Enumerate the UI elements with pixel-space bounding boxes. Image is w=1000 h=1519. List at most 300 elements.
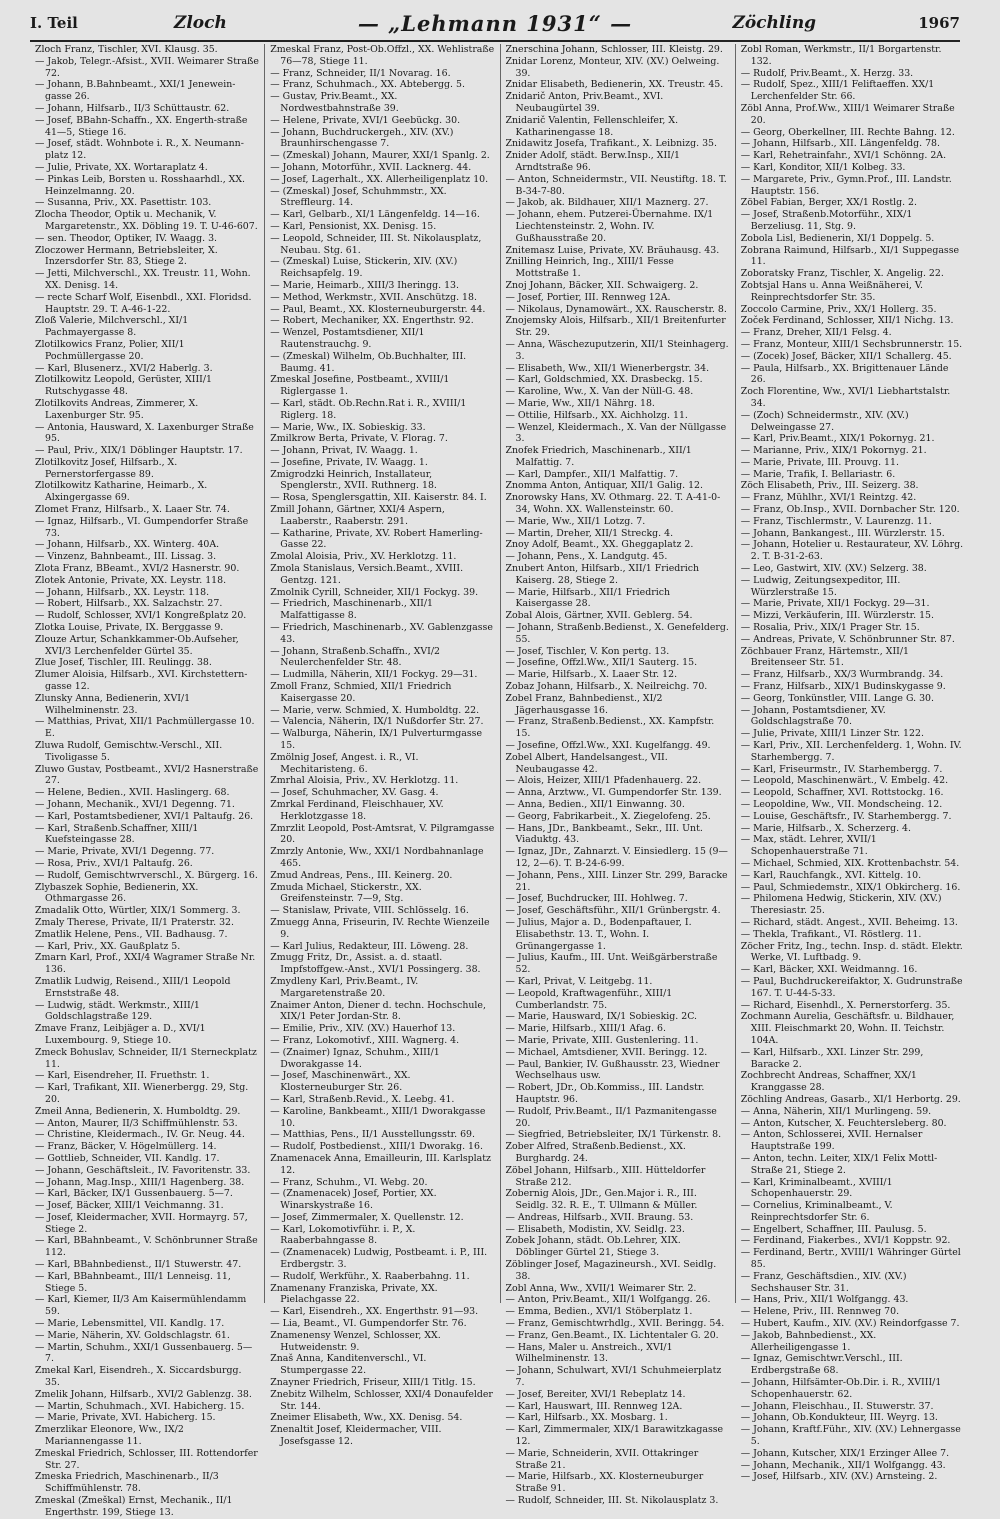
directory-entry: Zlotilkovitz Josef, Hilfsarb., X. Pernerstorfergasse 89. bbox=[35, 456, 178, 480]
column-1 bbox=[30, 44, 265, 1518]
directory-entry: Zöbl Anna, Prof.Ww., XIII/1 Weimarer Straße 20. bbox=[740, 102, 955, 126]
directory-entry: — (Zmeskal) Johann, Maurer, XXI/1 Spanlg. 2. bbox=[270, 150, 490, 162]
directory-entry: — Josef, Zimmermaler, X. Quellenstr. 12. bbox=[270, 1211, 464, 1223]
directory-entry: — Ludwig, Zeitungsexpeditor, III. Würzlerstraße 15. bbox=[740, 574, 901, 598]
directory-entry: — Anton, Schneidermstr., VII. Neustiftg. 18. T. B-34-7-80. bbox=[505, 173, 727, 197]
directory-entry: Zmerzlikar Eleonore, Ww., IX/2 Mariannengasse 11. bbox=[35, 1424, 184, 1448]
directory-entry: Zöcher Fritz, Ing., techn. Insp. d. städt. Elektr. Werke, VI. Luftbadg. 9. bbox=[740, 940, 963, 964]
directory-entry: — Franz, Lokomotivf., XIII. Wagnerg. 4. bbox=[270, 1034, 460, 1046]
directory-entry: — (Znamenacek) Josef, Portier, XX. Winarskystraße 16. bbox=[270, 1188, 437, 1212]
directory-entry: — Franz, Ob.Insp., XVII. Dornbacher Str. 120. bbox=[740, 504, 960, 516]
directory-entry: Znojemsky Alois, Hilfsarb., XII/1 Breitenfurter Str. 29. bbox=[505, 315, 726, 339]
directory-entry: Znaš Anna, Kanditenverschl., VI. Stumpergasse 22. bbox=[270, 1353, 427, 1377]
directory-entry: — Josefine, Offzl.Ww., XXI. Kugelfangg. 49. bbox=[505, 740, 711, 752]
directory-entry: Znayner Friedrich, Friseur, XIII/1 Titlg. 15. bbox=[270, 1377, 476, 1389]
directory-entry: — Johann, Ob.Kondukteur, III. Weyrg. 13. bbox=[740, 1412, 938, 1424]
directory-entry: — Alois, Heizer, XIII/1 Pfadenhauerg. 22. bbox=[505, 775, 702, 787]
directory-entry: — Marie, Hilfsarb., X. Laaer Str. 12. bbox=[505, 669, 678, 681]
directory-entry: — Franz, Geschäftsdien., XIV. (XV.) Sechshauser Str. 31. bbox=[740, 1270, 907, 1294]
directory-entry: Znoy Adolf, Beamt., XX. Gheggaplatz 2. bbox=[505, 539, 694, 551]
directory-entry: — Karl, Bäcker, IX/1 Gussenbauerg. 5—7. bbox=[35, 1188, 233, 1200]
first-entry-word: Zloch bbox=[173, 13, 227, 33]
directory-entry: — Karl, Gelbarb., XI/1 Längenfeldg. 14—16. bbox=[270, 209, 480, 221]
directory-entry: Zmolal Aloisia, Priv., XV. Herklotzg. 11. bbox=[270, 551, 457, 563]
directory-entry: Zmrzly Antonie, Ww., XXI/1 Nordbahnanlage 465. bbox=[270, 846, 484, 869]
directory-entry: Znidar Elisabeth, Bedienerin, XX. Treustr. 45. bbox=[505, 79, 724, 91]
directory-entry: — Franz, Mühlhr., XVI/1 Reintzg. 42. bbox=[740, 492, 917, 504]
directory-entry: — Stanislaw, Private, VIII. Schlösselg. 16. bbox=[270, 905, 469, 917]
directory-entry: Zlunsky Anna, Bedienerin, XVI/1 Wilhelminenstr. 23. bbox=[35, 692, 191, 716]
directory-entry: — Jakob, ak. Bildhauer, XII/1 Maznerg. 27. bbox=[505, 197, 709, 209]
directory-entry: Znoj Johann, Bäcker, XII. Schwaigerg. 2. bbox=[505, 279, 699, 291]
part-label: I. Teil bbox=[30, 14, 78, 32]
directory-entry: Zmugg Fritz, Dr., Assist. a. d. staatl. Impfstoffgew.-Anst., XVI/1 Possingerg. 38. bbox=[270, 952, 481, 976]
directory-entry: Zöchling Andreas, Gasarb., XI/1 Herbortg. 29. bbox=[740, 1093, 961, 1105]
directory-entry: — Martin, Dreher, XII/1 Streckg. 4. bbox=[505, 527, 674, 539]
directory-entry: — Antonia, Hausward, X. Laxenburger Straße 95. bbox=[35, 421, 254, 445]
directory-entry: — Rosa, Priv., XVI/1 Paltaufg. 26. bbox=[35, 857, 193, 869]
directory-entry: — Karl, Straßenb.Schaffner, XIII/1 Kuefsteingasse 28. bbox=[35, 822, 199, 846]
directory-entry: — Karl, Goldschmied, XX. Drasbeckg. 15. bbox=[505, 374, 703, 386]
directory-entry: Znidarič Valentin, Fellenschleifer, X. Katharinengasse 18. bbox=[505, 114, 679, 138]
entry-columns bbox=[30, 44, 970, 1518]
directory-entry: Zlota Franz, BBeamt., XVI/2 Hasnerstr. 90. bbox=[35, 563, 240, 575]
directory-entry: — Pinkas Leib, Borsten u. Rosshaarhdl., XX. Heinzelmanng. 20. bbox=[35, 173, 245, 197]
directory-entry: — Marie, Private, XII/1 Fockyg. 29—31. bbox=[740, 598, 930, 610]
directory-entry: — Lia, Beamt., VI. Gumpendorfer Str. 76. bbox=[270, 1318, 467, 1330]
directory-entry: — Josef, Bäcker, XIII/1 Veichmanng. 31. bbox=[35, 1200, 224, 1212]
directory-entry: — Paula, Hilfsarb., XX. Brigittenauer Lände 26. bbox=[740, 362, 949, 386]
directory-entry: — (Zmeskal) Josef, Schuhmmstr., XX. Streffleurg. 14. bbox=[270, 185, 447, 209]
directory-entry: — Leopold, Schneider, III. St. Nikolausplatz, Neubau. Stg. 61. bbox=[270, 232, 482, 256]
directory-entry: — Johann, Pens., XIII. Linzer Str. 299, Baracke 21. bbox=[505, 869, 728, 893]
directory-entry: Zloch Franz, Tischler, XVI. Klausg. 35. bbox=[35, 44, 218, 55]
page-header bbox=[30, 8, 960, 38]
directory-entry: — Thekla, Trafikant., VI. Röstlerg. 11. bbox=[740, 928, 922, 940]
column-2 bbox=[265, 44, 500, 1448]
directory-entry: Zlocha Theodor, Optik u. Mechanik, V. Margaretenstr., XX. Döbling 19. T. U-46-607. bbox=[35, 209, 258, 232]
directory-entry: — Marie, verw. Schmied, X. Humboldtg. 22. bbox=[270, 704, 480, 716]
directory-entry: — Walburga, Näherin, IX/1 Pulverturmgasse 15. bbox=[270, 728, 483, 752]
directory-entry: — Johann, Fleischhau., II. Stuwerstr. 37. bbox=[740, 1400, 934, 1412]
directory-entry: — Franz, Bäcker, V. Högelmüllerg. 14. bbox=[35, 1141, 217, 1153]
directory-entry: — Johann, Hilfsarb., XX. Leystr. 118. bbox=[35, 586, 210, 598]
directory-entry: — Jakob, Bahnbedienst., XX. Allerheiligengasse 1. bbox=[740, 1329, 877, 1353]
directory-entry: — Rudolf, Priv.Beamt., II/1 Pazmanitengasse 20. bbox=[505, 1105, 717, 1129]
directory-entry: — Franz, Dreher, XII/1 Felsg. 4. bbox=[740, 327, 892, 339]
directory-entry: — Johann, Privat, IV. Waagg. 1. bbox=[270, 445, 418, 457]
directory-entry: — Paul, Schmiedemstr., XIX/1 Obkircherg. 16. bbox=[740, 881, 961, 893]
directory-entry: — Johann, ehem. Putzerei-Übernahme. IX/1 Liechtensteinstr. 2, Wohn. IV. Gußhausstraße 20. bbox=[505, 209, 714, 244]
directory-entry: — Leo, Gastwirt, XIV. (XV.) Selzerg. 38. bbox=[740, 563, 927, 575]
directory-entry: Zobal Alois, Gärtner, XVII. Geblerg. 54. bbox=[505, 610, 693, 622]
directory-entry: — Elisabeth, Modistin, XV. Seidlg. 23. bbox=[505, 1223, 685, 1235]
directory-entry: — Ludwig, städt. Werkmstr., XIII/1 Goldschlagstraße 129. bbox=[35, 999, 200, 1023]
directory-entry: — Marie, Ww., XII/1 Nährg. 18. bbox=[505, 397, 655, 409]
directory-entry: — Johann, Mechanik., XVI/1 Degenng. 71. bbox=[35, 799, 235, 810]
directory-entry: — Marie, Hausward, IX/1 Sobieskig. 2C. bbox=[505, 1011, 698, 1023]
directory-entry: — Michael, Amtsdiener, XVII. Beringg. 12. bbox=[505, 1046, 708, 1058]
directory-entry: — Anton, Schlosserei, XVII. Hernalser Hauptstraße 199. bbox=[740, 1129, 923, 1153]
directory-entry: Zmeska Friedrich, Maschinenarb., II/3 Schiffmühlenstr. 78. bbox=[35, 1471, 219, 1495]
directory-entry: Zmrkal Ferdinand, Fleischhauer, XV. Herklotzgasse 18. bbox=[270, 799, 444, 822]
directory-entry: — Ottilie, Hilfsarb., XX. Aichholzg. 11. bbox=[505, 409, 688, 421]
directory-entry: — Anton, Kutscher, X. Feuchtersleberg. 80. bbox=[740, 1117, 947, 1129]
directory-entry: Zloczower Hermann, Betriebsleiter, X. Inzersdorfer Str. 83, Stiege 2. bbox=[35, 244, 218, 268]
directory-entry: — Julius, Kaufm., III. Unt. Weißgärberstraße 52. bbox=[505, 952, 718, 976]
directory-entry: — Karl Julius, Redakteur, III. Löweng. 28. bbox=[270, 940, 469, 952]
directory-entry: Znerschina Johann, Schlosser, III. Kleistg. 29. bbox=[505, 44, 723, 55]
directory-entry: — Josefine, Offzl.Ww., XII/1 Sauterg. 15. bbox=[505, 657, 698, 669]
directory-entry: — Josef, Tischler, V. Kon pertg. 13. bbox=[505, 645, 670, 657]
directory-entry: — Karl, Lokomotivführ. i. P., X. Raaberbahngasse 8. bbox=[270, 1223, 416, 1247]
directory-entry: — sen. Theodor, Optiker, IV. Waagg. 3. bbox=[35, 232, 218, 244]
directory-entry: — Paul, Priv., XIX/1 Döblinger Hauptstr. 17. bbox=[35, 445, 243, 457]
directory-entry: — Julie, Private, XX. Wortaraplatz 4. bbox=[35, 161, 208, 173]
directory-entry: — Paul, Beamt., XX. Klosterneuburgerstr. 44. bbox=[270, 303, 486, 315]
directory-entry: — Rosalia, Priv., XIX/1 Prager Str. 15. bbox=[740, 622, 920, 634]
directory-entry: — Robert, Mechaniker, XX. Engerthstr. 92. bbox=[270, 315, 474, 327]
directory-entry: Znidarič Anton, Priv.Beamt., XVI. Neubaugürtel 39. bbox=[505, 91, 664, 114]
directory-entry: — Josefine, Private, IV. Waagg. 1. bbox=[270, 456, 428, 468]
directory-entry: — Leopold, Maschinenwärt., V. Embelg. 42. bbox=[740, 775, 949, 787]
directory-entry: — Vinzenz, Bahnbeamt., III. Lissag. 3. bbox=[35, 551, 217, 563]
directory-entry: — Josef, Bereiter, XVI/1 Rebeplatz 14. bbox=[505, 1388, 686, 1400]
directory-entry: — Hans, JDr., Bankbeamt., Sekr., III. Unt. Viaduktg. 43. bbox=[505, 822, 703, 846]
directory-entry: — Leopold, Kraftwagenführ., XIII/1 Cumberlandstr. 75. bbox=[505, 987, 673, 1011]
directory-entry: — Karl, BBahnbedienst., II/1 Stuwerstr. 47. bbox=[35, 1259, 242, 1271]
directory-entry: — Marie, Näherin, XV. Goldschlagstr. 61. bbox=[35, 1329, 230, 1341]
directory-entry: Znofek Friedrich, Maschinenarb., XII/1 Malfattig. 7. bbox=[505, 445, 692, 468]
directory-entry: Zlybaszek Sophie, Bedienerin, XX. Othmargasse 26. bbox=[35, 881, 199, 905]
directory-entry: Zmill Johann, Gärtner, XXI/4 Aspern, Laaberstr., Raaberstr. 291. bbox=[270, 504, 445, 527]
directory-entry: — Gustav, Priv.Beamt., XX. Nordwestbahnstraße 39. bbox=[270, 91, 399, 114]
directory-entry: — Johann, Straßenb.Bedienst., X. Genefelderg. 55. bbox=[505, 622, 729, 645]
directory-entry: — Marie, Schneiderin, XVII. Ottakringer Straße 21. bbox=[505, 1447, 699, 1471]
directory-entry: Zlotilkowitz Leopold, Gerüster, XIII/1 Rutschygasse 48. bbox=[35, 374, 212, 398]
directory-entry: Zmeskal Josefine, Postbeamt., XVIII/1 Riglergasse 1. bbox=[270, 374, 450, 398]
directory-entry: — Paul, Bankier, IV. Gußhausstr. 23, Wiedner Wechselhaus usw. bbox=[505, 1058, 720, 1082]
directory-entry: — Johann, Buchdruckergeh., XIV. (XV.) Braunhirschengasse 7. bbox=[270, 126, 454, 150]
directory-entry: — Marie, Hilfsarb., X. Scherzerg. 4. bbox=[740, 822, 911, 834]
directory-entry: — Rudolf, Postbedienst., XIII/1 Dworakg. 16. bbox=[270, 1141, 483, 1153]
directory-entry: Zmrhal Aloisia, Priv., XV. Herklotzg. 11. bbox=[270, 775, 459, 787]
directory-entry: — Karl, Hauswart, III. Rennweg 12A. bbox=[505, 1400, 683, 1412]
directory-entry: Znomma Anton, Antiquar, XII/1 Galig. 12. bbox=[505, 480, 704, 492]
directory-entry: — Anna, Wäschezuputzerin, XII/1 Steinhagerg. 3. bbox=[505, 338, 729, 362]
directory-entry: — Marie, Private, XIII. Gustenlering. 11. bbox=[505, 1034, 699, 1046]
directory-entry: — Emilie, Priv., XIV. (XV.) Hauerhof 13. bbox=[270, 1023, 456, 1035]
directory-entry: — Karl, Bäcker, XXI. Weidmanng. 16. bbox=[740, 964, 918, 976]
directory-entry: — Siegfried, Betriebsleiter, IX/1 Türkenstr. 8. bbox=[505, 1129, 722, 1141]
directory-entry: — Susanna, Priv., XX. Pasettistr. 103. bbox=[35, 197, 212, 209]
directory-entry: Zmigrodzki Heinrich, Installateur, Spenglerstr., XVII. Ruthnerg. 18. bbox=[270, 468, 437, 492]
directory-entry: Zmuegg Anna, Friseurin, IV. Rechte Wienzeile 9. bbox=[270, 916, 490, 940]
directory-entry: Zochbrecht Andreas, Schaffner, XX/1 Kranggasse 28. bbox=[740, 1070, 917, 1094]
directory-entry: Zmrzlit Leopold, Post-Amtsrat, V. Pilgramgasse 20. bbox=[270, 822, 495, 846]
directory-entry: — Karl, Kiemer, II/3 Am Kaisermühlendamm 59. bbox=[35, 1294, 247, 1318]
directory-entry: — Karl, Trafikant, XII. Wienerbergg. 29, Stg. 20. bbox=[35, 1082, 249, 1105]
column-4 bbox=[736, 44, 970, 1483]
directory-entry: — Rudolf, Schneider, III. St. Nikolausplatz 3. bbox=[505, 1495, 719, 1507]
directory-entry: — Marie, Private, XVI/1 Degenng. 77. bbox=[35, 846, 215, 858]
directory-entry: — Johann, Hilfsarb., II/3 Schüttaustr. 62. bbox=[35, 102, 230, 114]
directory-entry: — Richard, städt. Angest., XVII. Beheimg. 13. bbox=[740, 916, 958, 928]
directory-entry: — Gottlieb, Schneider, VII. Kandlg. 17. bbox=[35, 1152, 220, 1164]
directory-entry: Znamenacek Anna, Emailleurin, III. Karlsplatz 12. bbox=[270, 1152, 491, 1176]
directory-entry: — Anton, techn. Leiter, XIX/1 Felix Mottl-Straße 21, Stiege 2. bbox=[740, 1152, 938, 1176]
directory-entry: — Rudolf, Spez., XIII/1 Feliftaeffen. XX/1 Lerchenfelder Str. 66. bbox=[740, 79, 935, 103]
column-3 bbox=[501, 44, 736, 1507]
directory-entry: Zochmann Aurelia, Geschäftsfr. u. Bildhauer, XIII. Fleischmarkt 20, Wohn. II. Teichstr. 104A. bbox=[740, 1011, 955, 1046]
directory-entry: — Wenzel, Kleidermach., X. Van der Nüllgasse 3. bbox=[505, 421, 727, 445]
directory-entry: — Elisabeth, Ww., XII/1 Wienerbergstr. 34. bbox=[505, 362, 710, 374]
directory-entry: — Josef, Portier, III. Rennweg 12A. bbox=[505, 291, 671, 303]
directory-entry: Zmolnik Cyrill, Schneider, XII/1 Fockyg. 39. bbox=[270, 586, 479, 598]
directory-entry: — Karl, Hilfsarb., XX. Mosbarg. 1. bbox=[505, 1412, 668, 1424]
directory-entry: — Louise, Geschäftsfr., IV. Starhembergg. 7. bbox=[740, 810, 952, 822]
directory-entry: — (Znamenacek) Ludwig, Postbeamt. i. P., III. Erdbergstr. 3. bbox=[270, 1247, 488, 1271]
directory-entry: — Ignaz, Gemischtwr.Verschl., III. Erdbergstraße 68. bbox=[740, 1353, 903, 1377]
directory-entry: — Johann, Hilfsarb., XII. Längenfeldg. 78. bbox=[740, 138, 941, 150]
directory-entry: — Johann, Hilfsarb., XX. Winterg. 40A. bbox=[35, 539, 220, 551]
directory-entry: — Karl, Hilfsarb., XXI. Linzer Str. 299, Baracke 2. bbox=[740, 1046, 924, 1070]
directory-entry: — Cornelius, Kriminalbeamt., V. Reinprechtsdorfer Str. 6. bbox=[740, 1200, 893, 1223]
directory-entry: — Helene, Bedien., XVII. Haslingerg. 68. bbox=[35, 787, 230, 799]
directory-entry: Zlue Josef, Tischler, III. Reulingg. 38. bbox=[35, 657, 212, 669]
directory-entry: — Johann, Straßenb.Schaffn., XVI/2 Neulerchenfelder Str. 48. bbox=[270, 645, 440, 669]
directory-entry: — Friedrich, Maschinenarb., XII/1 Malfattigasse 8. bbox=[270, 598, 433, 622]
directory-entry: Zobl Roman, Werkmstr., II/1 Borgartenstr. 132. bbox=[740, 44, 942, 67]
directory-entry: — Karl, Postamtsbediener, XVI/1 Paltaufg. 26. bbox=[35, 810, 254, 822]
directory-entry: Znorowsky Hans, XV. Othmarg. 22. T. A-41-0-34, Wohn. XX. Wallensteinstr. 60. bbox=[505, 492, 721, 516]
directory-entry: — Karl, Pensionist, XX. Denisg. 15. bbox=[270, 220, 437, 232]
directory-entry: — Robert, Hilfsarb., XX. Salzachstr. 27. bbox=[35, 598, 223, 610]
directory-entry: — Ignaz, JDr., Zahnarzt. V. Einsiedlerg. 15 (9—12, 2—6). T. B-24-6-99. bbox=[505, 846, 728, 869]
directory-entry: Zmatlik Ludwig, Reisend., XIII/1 Leopold Ernststraße 48. bbox=[35, 975, 231, 999]
directory-entry: Znider Adolf, städt. Berw.Insp., XII/1 Arndtstraße 96. bbox=[505, 150, 680, 173]
directory-entry: — Ludmilla, Näherin, XII/1 Fockyg. 29—31. bbox=[270, 669, 478, 681]
directory-entry: — Marie, Private, XVI. Habicherg. 15. bbox=[35, 1412, 216, 1424]
directory-entry: — Georg, Tonkünstler, VIII. Lange G. 30. bbox=[740, 692, 934, 704]
directory-entry: — Karl, Priv.Beamt., XIX/1 Pokornyg. 21. bbox=[740, 433, 935, 445]
directory-entry: — Valencia, Näherin, IX/1 Nußdorfer Str. 27. bbox=[270, 716, 484, 728]
directory-entry: Zmaly Therese, Private, II/1 Praterstr. 32. bbox=[35, 916, 234, 928]
directory-entry: Znenaltit Josef, Kleidermacher, VIII. Josefsgasse 12. bbox=[270, 1424, 442, 1448]
directory-entry: — Franz, Monteur, XIII/1 Sechsbrunnerstr. 15. bbox=[740, 338, 963, 350]
directory-entry: — Karl, Rauchfangk., XVI. Kittelg. 10. bbox=[740, 869, 922, 881]
directory-entry: — Franz, Gen.Beamt., IX. Lichtentaler G. 20. bbox=[505, 1329, 719, 1341]
directory-entry: Zmilkrow Berta, Private, V. Florag. 7. bbox=[270, 433, 448, 445]
directory-entry: — Karl, Dampfer., XII/1 Malfattig. 7. bbox=[505, 468, 679, 480]
directory-entry: — Rudolf, Priv.Beamt., X. Herzg. 33. bbox=[740, 67, 914, 79]
directory-entry: — Franz, Schuhmach., XX. Abtebergg. 5. bbox=[270, 79, 465, 91]
directory-entry: — Martin, Schuhmach., XVI. Habicherg. 15. bbox=[35, 1400, 245, 1412]
directory-entry: — Josef, Maschinenwärt., XX. Klosterneuburger Str. 26. bbox=[270, 1070, 411, 1094]
directory-entry: — Karl, Privat, V. Leitgebg. 11. bbox=[505, 975, 653, 987]
directory-entry: — (Zmeskal) Wilhelm, Ob.Buchhalter, III. Baumg. 41. bbox=[270, 350, 467, 374]
directory-entry: Znebitz Wilhelm, Schlosser, XXI/4 Donaufelder Str. 144. bbox=[270, 1388, 493, 1412]
directory-entry: — Karl, Blusenerz., XVI/2 Haberlg. 3. bbox=[35, 362, 213, 374]
directory-entry: Zmydleny Karl, Priv.Beamt., IV. Margaretenstraße 20. bbox=[270, 975, 419, 999]
directory-entry: — Rosa, Spenglersgattin, XII. Kaiserstr. 84. I. bbox=[270, 492, 487, 504]
directory-entry: Zobernig Alois, JDr., Gen.Major i. R., III. Seidlg. 32. R. E., T. Ullmann & Müller. bbox=[505, 1188, 698, 1212]
directory-entry: — Franz, Hilfsarb., XIX/1 Budinskygasse 9. bbox=[740, 681, 946, 693]
directory-entry: — Josef, Hilfsarb., XIV. (XV.) Arnsteing. 2. bbox=[740, 1471, 938, 1483]
directory-entry: Znubert Anton, Hilfsarb., XII/1 Friedrich Kaiserg. 28, Stiege 2. bbox=[505, 563, 700, 586]
directory-entry: — Franz, Gemischtwrhdlg., XVII. Beringg. 54. bbox=[505, 1318, 725, 1330]
directory-entry: — Johann, Postamtsdiener, XV. Goldschlagstraße 70. bbox=[740, 704, 886, 728]
directory-entry: — Ferdinand, Fiakerbes., XVI/1 Koppstr. 92. bbox=[740, 1235, 951, 1247]
directory-entry: — Karl, Eisendreher, II. Fruethstr. 1. bbox=[35, 1070, 210, 1082]
directory-entry: Zlotilkovits Andreas, Zimmerer, X. Laxenburger Str. 95. bbox=[35, 397, 199, 421]
page-number: 1967 bbox=[918, 14, 960, 32]
directory-entry: — Karl, Priv., XII. Lerchenfelderg. 1, Wohn. IV. Starhembergg. 7. bbox=[740, 740, 962, 763]
directory-entry: Zöbel Johann, Hilfsarb., XIII. Hütteldorfer Straße 212. bbox=[505, 1164, 706, 1188]
directory-entry: Zöbel Fabian, Berger, XX/1 Rostlg. 2. bbox=[740, 197, 917, 209]
directory-entry: — Anna, Bedien., XII/1 Einwanng. 30. bbox=[505, 799, 685, 810]
directory-entry: — Leopoldine, Ww., VII. Mondscheing. 12. bbox=[740, 799, 943, 810]
directory-entry: — Anton, Maurer, II/3 Schiffmühlenstr. 53. bbox=[35, 1117, 238, 1129]
directory-entry: — Marie, Private, III. Prouvg. 11. bbox=[740, 456, 899, 468]
directory-entry: — Ferdinand, Bertr., XVIII/1 Währinger Gürtel 85. bbox=[740, 1247, 961, 1271]
directory-entry: Zobl Anna, Ww., XVII/1 Weimarer Str. 2. bbox=[505, 1282, 697, 1294]
directory-entry: Zmuda Michael, Stickerstr., XX. Greifensteinstr. 7—9, Stg. bbox=[270, 881, 422, 905]
directory-entry: Znitemasz Luise, Private, XV. Bräuhausg. 43. bbox=[505, 244, 720, 256]
directory-entry: — Anna, Arztww., VI. Gumpendorfer Str. 139. bbox=[505, 787, 722, 799]
directory-entry: — Johann, Hotelier u. Restaurateur, XV. Löhrg. 2. T. B-31-2-63. bbox=[740, 539, 964, 563]
directory-entry: Zoček Ferdinand, Schlosser, XII/1 Nichg. 13. bbox=[740, 315, 954, 327]
directory-entry: — (Znaimer) Ignaz, Schuhm., XIII/1 Dworakgasse 14. bbox=[270, 1046, 440, 1070]
directory-entry: Znamenany Franziska, Private, XX. Pielachgasse 22. bbox=[270, 1282, 438, 1306]
directory-entry: — Mizzi, Verkäuferin, III. Würzlerstr. 15. bbox=[740, 610, 934, 622]
directory-entry: Zmadalik Otto, Würtler, XIX/1 Sommerg. 3. bbox=[35, 905, 241, 917]
directory-entry: — Johann, Mag.Insp., XIII/1 Hagenberg. 38. bbox=[35, 1176, 245, 1188]
directory-entry: — Marie, Hilfsarb., XII/1 Friedrich Kaisergasse 28. bbox=[505, 586, 670, 610]
directory-entry: — Georg, Fabrikarbeit., X. Ziegelofeng. 25. bbox=[505, 810, 711, 822]
directory-entry: — (Zmeskal) Luise, Stickerin, XIV. (XV.) Reichsapfelg. 19. bbox=[270, 256, 458, 280]
directory-entry: — Marie, Ww., XII/1 Lotzg. 7. bbox=[505, 515, 646, 527]
directory-entry: Zmola Stanislaus, Versich.Beamt., XVIII. Gentzg. 121. bbox=[270, 563, 464, 586]
directory-entry: Zmarn Karl, Prof., XXI/4 Wagramer Straße Nr. 136. bbox=[35, 952, 256, 976]
directory-entry: — Christine, Kleidermach., IV. Gr. Neug. 44. bbox=[35, 1129, 245, 1141]
directory-entry: Zobaz Johann, Hilfsarb., X. Neilreichg. 70. bbox=[505, 681, 708, 693]
directory-entry: — Rudolf, Schlosser, XVI/1 Kongreßplatz 20. bbox=[35, 610, 247, 622]
header-rule bbox=[30, 40, 960, 42]
directory-entry: — Karl, städt. Ob.Rechn.Rat i. R., XVIII/1 Riglerg. 18. bbox=[270, 397, 467, 421]
directory-entry: — Jetti, Milchverschl., XX. Treustr. 11, Wohn. XX. Denisg. 14. bbox=[35, 268, 251, 291]
directory-entry: — Josef, städt. Wohnbote i. R., X. Neumann-platz 12. bbox=[35, 138, 244, 162]
directory-entry: — Johann, Hilfsämter-Ob.Dir. i. R., XVIII/1 Schopenhauerstr. 62. bbox=[740, 1377, 942, 1400]
directory-entry: — Emma, Bedien., XVI/1 Stöberplatz 1. bbox=[505, 1306, 693, 1318]
directory-entry: Zoch Florentine, Ww., XVI/1 Liebhartstalstr. 34. bbox=[740, 386, 951, 409]
directory-entry: — Michael, Schmied, XIX. Krottenbachstr. 54. bbox=[740, 857, 960, 869]
last-entry-word: Zöchling bbox=[732, 13, 817, 33]
directory-entry: — Georg, Oberkellner, III. Rechte Bahng. 12. bbox=[740, 126, 955, 138]
directory-entry: — Karoline, Bankbeamt., XIII/1 Dworakgasse 10. bbox=[270, 1105, 486, 1129]
directory-entry: — Helene, Priv., III. Rennweg 70. bbox=[740, 1306, 900, 1318]
directory-entry: — Johann, B.Bahnbeamt., XXI/1 Jenewein-gasse 26. bbox=[35, 79, 236, 103]
directory-entry: — Margarete, Priv., Gymn.Prof., III. Landstr. Hauptstr. 156. bbox=[740, 173, 952, 197]
directory-entry: — Johann, Kraftf.Führ., XIV. (XV.) Lehnergasse 5. bbox=[740, 1424, 961, 1448]
directory-entry: — Karl, BBahnbeamt., III/1 Lenneisg. 11, Stiege 5. bbox=[35, 1270, 231, 1294]
directory-entry: Zmeil Anna, Bedienerin, X. Humboldtg. 29. bbox=[35, 1105, 241, 1117]
directory-entry: — Josef, Schuhmacher, XV. Gasg. 4. bbox=[270, 787, 439, 799]
directory-entry: Zlotek Antonie, Private, XX. Leystr. 118. bbox=[35, 574, 227, 586]
directory-entry: — Marie, Trafik, I. Bellariastr. 6. bbox=[740, 468, 896, 480]
directory-entry: — Katharine, Private, XV. Robert Hamerling-Gasse 22. bbox=[270, 527, 483, 551]
directory-entry: Zobtsjal Hans u. Anna Weißnäherei, V. Reinprechtsdorfer Str. 35. bbox=[740, 279, 923, 303]
directory-entry: Zlumer Aloisia, Hilfsarb., XVI. Kirchstettern-gasse 12. bbox=[35, 669, 248, 693]
directory-entry: Zöch Elisabeth, Priv., III. Seizerg. 38. bbox=[740, 480, 919, 492]
directory-entry: — Franz, Schneider, II/1 Novarag. 16. bbox=[270, 67, 451, 79]
directory-entry: Zmeskal Franz, Post-Ob.Offzl., XX. Wehlistraße 76—78, Stiege 11. bbox=[270, 44, 495, 67]
directory-entry: Znilling Heinrich, Ing., XIII/1 Fesse Mottstraße 1. bbox=[505, 256, 674, 280]
directory-entry: — Franz, Hilfsarb., XX/3 Wurmbrandg. 34. bbox=[740, 669, 944, 681]
directory-entry: — Hans, Maler u. Anstreich., XVI/1 Wilhelminenstr. 13. bbox=[505, 1341, 673, 1365]
directory-entry: — Johann, Mechanik., XII/1 Wolfgangg. 43. bbox=[740, 1459, 946, 1471]
directory-entry: — Johann, Geschäftsleit., IV. Favoritenstr. 33. bbox=[35, 1164, 251, 1176]
directory-entry: — Josef, Buchdrucker, III. Hohlweg. 7. bbox=[505, 893, 688, 905]
directory-entry: Zlotilkowitz Katharine, Heimarb., X. Alxingergasse 69. bbox=[35, 480, 208, 504]
directory-entry: — Marie, Lebensmittel, VII. Kandlg. 17. bbox=[35, 1318, 225, 1330]
directory-entry: Zneimer Elisabeth, Ww., XX. Denisg. 54. bbox=[270, 1412, 463, 1424]
directory-entry: — Karl, Konditor, XII/1 Kolbeg. 33. bbox=[740, 161, 906, 173]
directory-entry: — (Zoch) Schneidermstr., XIV. (XV.) Delweingasse 27. bbox=[740, 409, 909, 433]
directory-entry: — Helene, Private, XVI/1 Geebückg. 30. bbox=[270, 114, 461, 126]
directory-entry: Zlouze Artur, Schankkammer-Ob.Aufseher, XVI/3 Lerchenfelder Gürtel 35. bbox=[35, 633, 239, 657]
directory-entry: — Andreas, Private, V. Schönbrunner Str. 87. bbox=[740, 633, 955, 645]
directory-entry: Zmeskal Friedrich, Schlosser, III. Rottendorfer Str. 27. bbox=[35, 1447, 258, 1471]
directory-entry: — Josef, BBahn-Schaffn., XX. Engerth-straße 41—5, Stiege 16. bbox=[35, 114, 248, 138]
directory-entry: Zmatlik Helene, Pens., VII. Badhausg. 7. bbox=[35, 928, 228, 940]
directory-entry: — Hans, Priv., XII/1 Wolfgangg. 43. bbox=[740, 1294, 909, 1306]
directory-entry: — Franz, Schuhm., VI. Webg. 20. bbox=[270, 1176, 428, 1188]
directory-entry: — Karoline, Ww., X. Van der Nüll-G. 48. bbox=[505, 386, 694, 398]
directory-entry: — Marie, Heimarb., XIII/3 Iheringg. 13. bbox=[270, 279, 459, 291]
directory-entry: Zobek Johann, städt. Ob.Lehrer, XIX. Döblinger Gürtel 21, Stiege 3. bbox=[505, 1235, 681, 1259]
directory-entry: Zmölnig Josef, Angest. i. R., VI. Mechitaristeng. 6. bbox=[270, 751, 419, 775]
directory-entry: — Paul, Buchdruckereifaktor, X. Gudrunstraße 167. T. U-44-5-33. bbox=[740, 975, 963, 999]
directory-entry: Zobel Albert, Handelsangest., VII. Neubaugasse 42. bbox=[505, 751, 668, 775]
directory-entry: — Franz, Straßenb.Bedienst., XX. Kampfstr. 15. bbox=[505, 716, 715, 740]
directory-entry: Zloß Valerie, Milchverschl., XI/1 Pachmayergasse 8. bbox=[35, 315, 189, 339]
directory-entry: Zlotka Louise, Private, IX. Berggasse 9. bbox=[35, 622, 224, 634]
directory-entry: Zober Alfred, Straßenb.Bedienst., XX. Burghardg. 24. bbox=[505, 1141, 686, 1164]
directory-entry: — Johann, Pens., X. Landgutg. 45. bbox=[505, 551, 668, 563]
directory-entry: — Karl, Straßenb.Revid., X. Leebg. 41. bbox=[270, 1093, 455, 1105]
directory-entry: — Julius, Major a. D., Bodenpaftauer, I. Elisabethstr. 13. T., Wohn. I. Grünangergasse 1. bbox=[505, 916, 692, 952]
directory-entry: Zmud Andreas, Pens., III. Keinerg. 20. bbox=[270, 869, 453, 881]
directory-entry: Zluwo Gustav, Postbeamt., XVI/2 Hasnerstraße 27. bbox=[35, 763, 259, 787]
directory-entry: Zlomet Franz, Hilfsarb., X. Laaer Str. 74. bbox=[35, 504, 230, 516]
directory-entry: — Marianne, Priv., XIX/1 Pokornyg. 21. bbox=[740, 445, 927, 457]
directory-entry: Znaimer Anton, Diener d. techn. Hochschule, XIX/1 Peter Jordan-Str. 8. bbox=[270, 999, 486, 1023]
directory-entry: — Ignaz, Hilfsarb., VI. Gumpendorfer Straße 73. bbox=[35, 515, 249, 539]
directory-entry: — Rudolf, Werkführ., X. Raaberbahng. 11. bbox=[270, 1270, 470, 1282]
directory-entry: Zöchbauer Franz, Härtemstr., XII/1 Breitenseer Str. 51. bbox=[740, 645, 909, 669]
directory-entry: Znidawitz Josefa, Trafikant., X. Leibnizg. 35. bbox=[505, 138, 717, 150]
directory-entry: — Max, städt. Lehrer, XVII/1 Schopenhauerstraße 71. bbox=[740, 834, 877, 858]
directory-entry: — Method, Werkmstr., XVII. Anschützg. 18. bbox=[270, 291, 477, 303]
directory-entry: — Julie, Private, XIII/1 Linzer Str. 122. bbox=[740, 728, 924, 740]
directory-entry: — Engelbert, Schaffner, III. Paulusg. 5. bbox=[740, 1223, 927, 1235]
directory-entry: Zobel Franz, Bahnbedienst., XI/2 Jägerhausgasse 16. bbox=[505, 692, 663, 716]
directory-entry: — Karl, Friseurmstr., IV. Starhembergg. 7. bbox=[740, 763, 943, 775]
directory-entry: — Hubert, Kaufm., XIV. (XV.) Reindorfgasse 7. bbox=[740, 1318, 960, 1330]
directory-entry: — Josef, Straßenb.Motorführ., XIX/1 Berzeliusg. 11, Stg. 9. bbox=[740, 209, 913, 232]
directory-entry: — Jakob, Telegr.-Afsist., XVII. Weimarer Straße 72. bbox=[35, 55, 259, 79]
